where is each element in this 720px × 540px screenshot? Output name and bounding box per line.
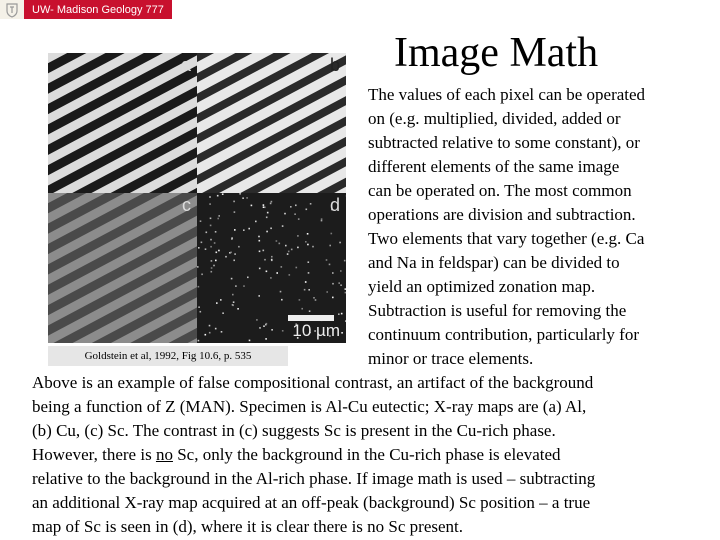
side-text-line: The values of each pixel can be operated [368,85,646,104]
side-text-line: on (e.g. multiplied, divided, added or [368,109,621,128]
panel-letter-a: a [180,55,191,75]
panel-a-al-map [48,53,197,193]
body-paragraph [32,371,718,539]
body-text-line: an additional X-ray map acquired at an off-peak (background) Sc position – a true [32,493,591,512]
side-paragraph [368,83,708,371]
panel-b-cu-map [197,53,346,193]
scale-bar-label: 10 µm [292,321,340,340]
university-crest-icon [0,0,24,19]
emphasized-word: no [155,445,173,464]
xray-map-figure [48,53,346,343]
side-text-line: minor or trace elements. [368,349,534,368]
panel-letter-b: b [329,55,340,75]
panel-letter-d: d [329,195,340,215]
body-text-line: However, there is no Sc, only the background in the Cu-rich phase is elevated [32,445,561,464]
body-text-line: Above is an example of false compositional contrast, an artifact of the background [32,373,594,392]
panel-c-sc-map [48,193,197,343]
course-label: UW- Madison Geology 777 [32,3,164,16]
side-text-line: Subtraction is useful for removing the [368,301,627,320]
figure-citation: Goldstein et al, 1992, Fig 10.6, p. 535 [48,346,288,366]
side-text-line: can be operated on. The most common [368,181,632,200]
side-text-line: continuum contribution, particularly for [368,325,639,344]
course-badge [0,0,172,19]
slide-title: Image Math [394,30,599,76]
body-text-line: (b) Cu, (c) Sc. The contrast in (c) suggests Sc is present in the Cu-rich phase. [32,421,556,440]
body-text-line: being a function of Z (MAN). Specimen is Al-Cu eutectic; X-ray maps are (a) Al, [32,397,587,416]
side-text-line: and Na in feldspar) can be divided to [368,253,620,272]
side-text-line: yield an optimized zonation map. [368,277,596,296]
body-text-line: map of Sc is seen in (d), where it is clear there is no Sc present. [32,517,464,536]
side-text-line: subtracted relative to some constant), or [368,133,640,152]
side-text-line: operations are division and subtraction. [368,205,636,224]
side-text-line: different elements of the same image [368,157,620,176]
panel-d-corrected-sc-map [197,193,346,343]
body-text-line: relative to the background in the Al-rich phase. If image math is used – subtracting [32,469,596,488]
panel-letter-c: c [182,195,191,215]
side-text-line: Two elements that vary together (e.g. Ca [368,229,645,248]
